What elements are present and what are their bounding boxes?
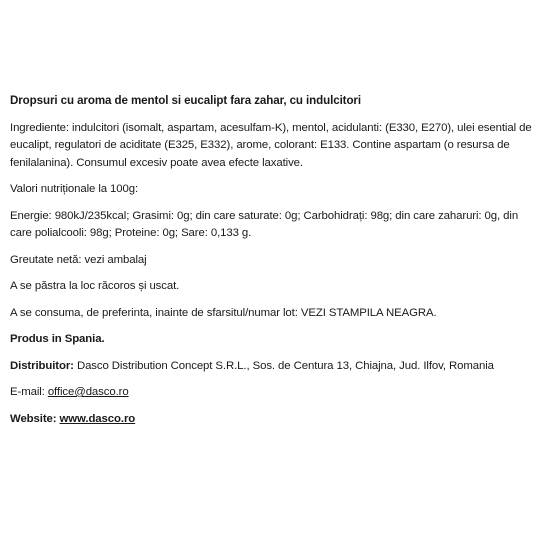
storage-text: A se păstra la loc răcoros și uscat.	[10, 280, 180, 292]
distributor-label: Distribuitor:	[10, 359, 74, 372]
origin-text: Produs in Spania.	[10, 333, 105, 345]
website-line	[10, 411, 542, 429]
email-line	[10, 384, 542, 402]
website-link[interactable]: www.dasco.ro	[59, 412, 136, 425]
distributor-line	[10, 358, 542, 376]
net-weight-text: Greutate netă: vezi ambalaj	[10, 253, 147, 266]
nutrition-values: Energie: 980kJ/235kcal; Grasimi: 0g; din care saturate: 0g; Carbohidrați: 98g; din care zaharuri: 0g, din care polialcooli: 98g; Proteine: 0g; Sare: 0,133 g.	[10, 209, 519, 239]
product-title: Dropsuri cu aroma de mentol si eucalipt fara zahar, cu indulcitori	[10, 94, 361, 107]
website-label: Website:	[10, 412, 60, 425]
nutrition-heading: Valori nutriționale la 100g:	[10, 183, 139, 195]
distributor-value: Dasco Distribution Concept S.R.L., Sos. de Centura 13, Chiajna, Jud. Ilfov, Romania	[73, 359, 494, 372]
ingredients-text: Ingrediente: indulcitori (isomalt, aspartam, acesulfam-K), mentol, acidulanti: (E330, E270), ulei esential de eucalipt, regulatori de aciditate (E325, E332), arome, colorant: E133. Contine aspartam (o resursa de fenilalanina). Consumul excesiv poate avea efecte laxative.	[10, 121, 532, 169]
best-before-text: A se consuma, de preferinta, inainte de sfarsitul/numar lot: VEZI STAMPILA NEAGRA.	[10, 306, 437, 319]
product-label-document	[10, 92, 542, 437]
email-label: E-mail:	[10, 386, 48, 398]
email-link[interactable]: office@dasco.ro	[47, 386, 129, 398]
